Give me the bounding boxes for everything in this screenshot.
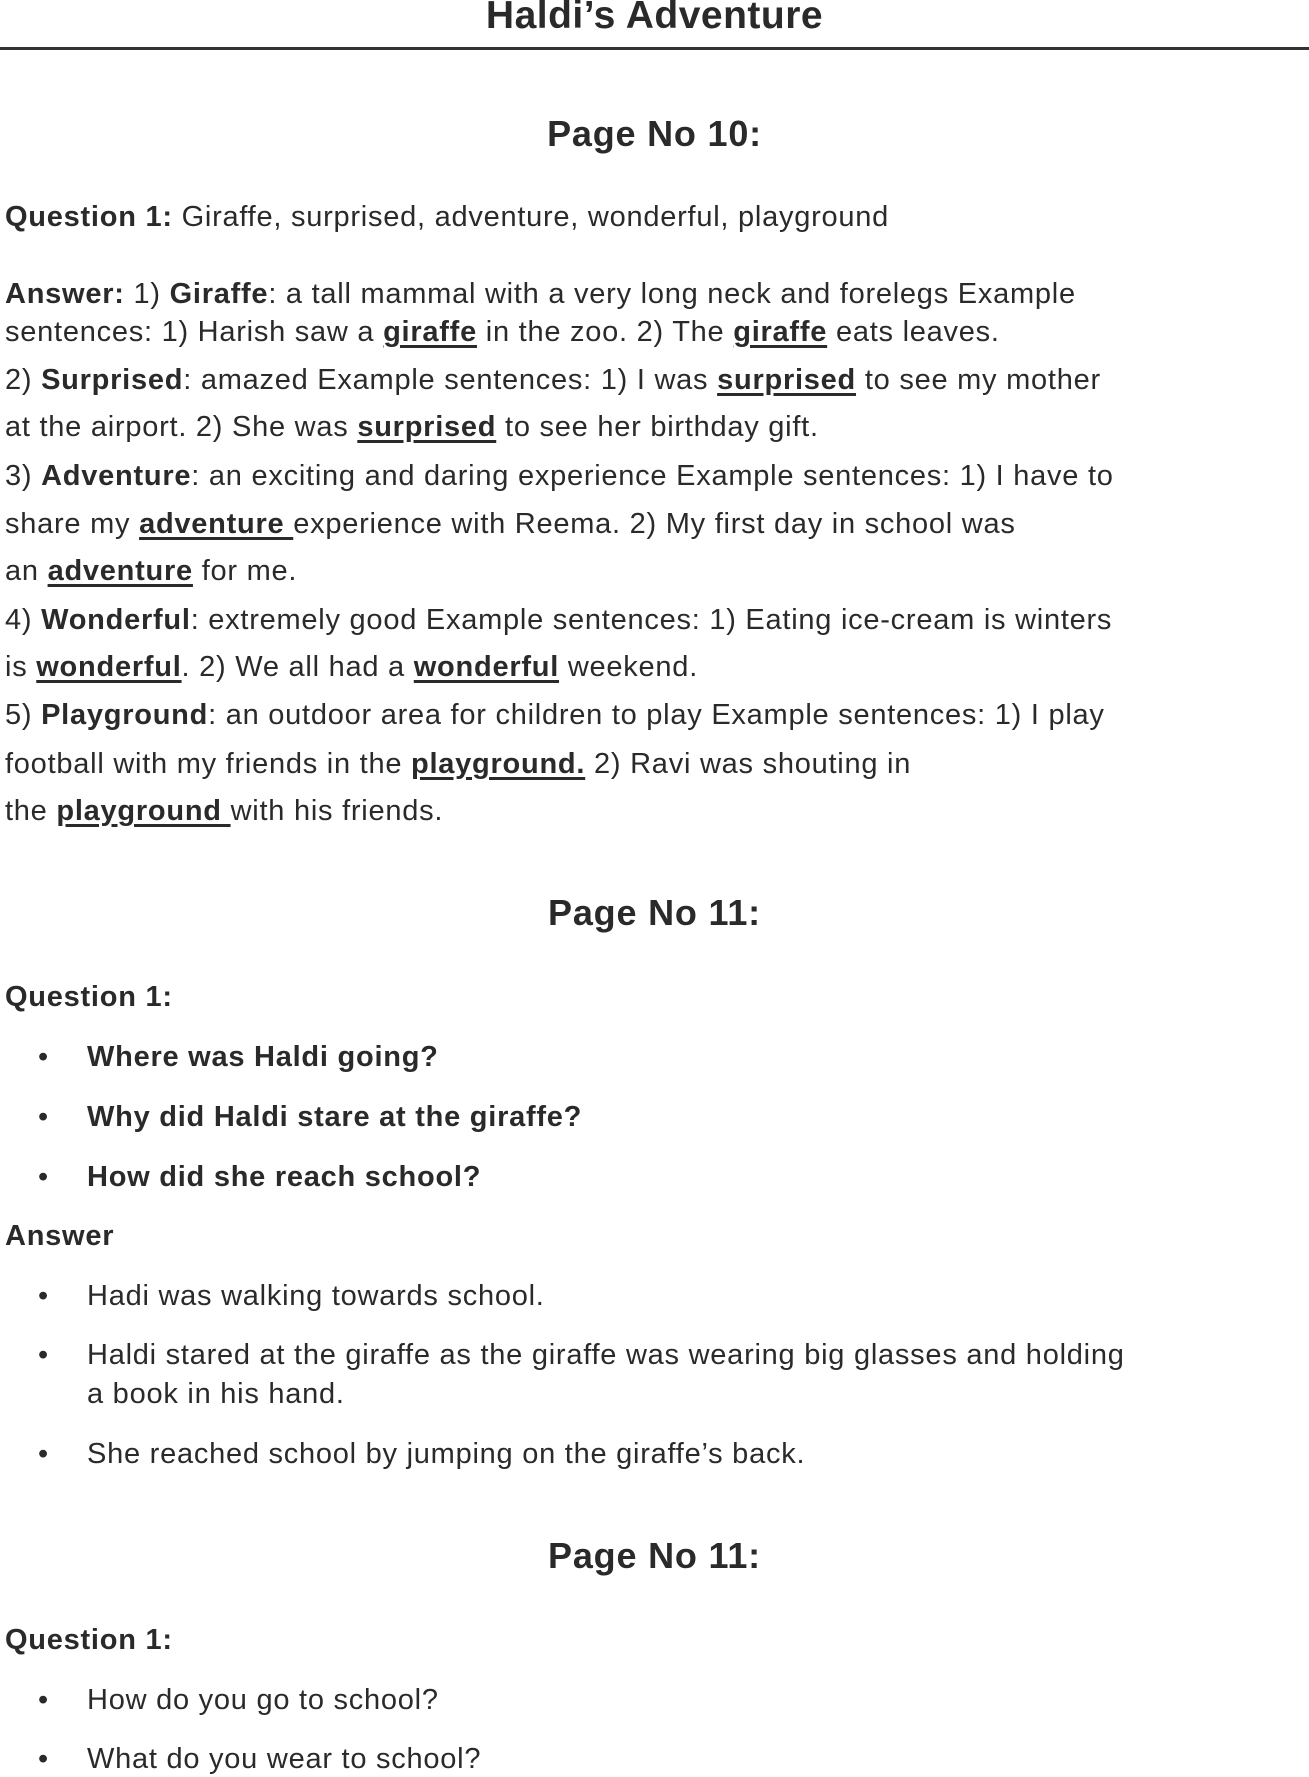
text-segment: weekend. bbox=[559, 651, 698, 683]
text-segment: : an exciting and daring experience Example sentences: 1) I have to bbox=[191, 460, 1114, 492]
vocabulary-word: adventure bbox=[47, 555, 193, 587]
vocabulary-word: playground bbox=[56, 795, 231, 827]
answer-line bbox=[5, 553, 297, 589]
document-title: Haldi’s Adventure bbox=[485, 0, 824, 37]
vocabulary-word: adventure bbox=[139, 508, 294, 540]
text-segment: : amazed Example sentences: 1) I was bbox=[183, 364, 718, 396]
answer-item: Hadi was walking towards school. bbox=[87, 1280, 545, 1312]
text-segment: share my bbox=[5, 508, 140, 540]
text-segment: 5) bbox=[5, 699, 42, 731]
vocabulary-word: wonderful bbox=[413, 651, 560, 683]
text-segment: Giraffe, surprised, adventure, wonderful, playground bbox=[172, 201, 890, 233]
bold-text: Adventure bbox=[41, 460, 192, 492]
answer-line bbox=[5, 276, 1076, 312]
text-segment: 4) bbox=[5, 604, 42, 636]
vocabulary-word: surprised bbox=[717, 364, 857, 396]
bold-text: Wonderful bbox=[41, 604, 191, 636]
text-segment: eats leaves. bbox=[827, 316, 1000, 348]
page-11-heading: Page No 11: bbox=[548, 892, 761, 933]
title-divider bbox=[0, 47, 1309, 50]
page-11-question-label: Question 1: bbox=[5, 981, 173, 1013]
text-segment: sentences: 1) Harish saw a bbox=[5, 316, 384, 348]
vocabulary-word: giraffe bbox=[383, 316, 477, 348]
answer-line bbox=[5, 506, 1016, 542]
text-segment: : a tall mammal with a very long neck and forelegs Example bbox=[268, 278, 1076, 310]
page-10-question bbox=[5, 199, 889, 235]
text-segment: 1) bbox=[124, 278, 170, 310]
text-segment: is bbox=[5, 651, 37, 683]
bullet-icon: • bbox=[38, 1041, 49, 1073]
vocabulary-word: wonderful bbox=[36, 651, 182, 683]
text-segment: with his friends. bbox=[230, 795, 444, 827]
text-segment: an bbox=[5, 555, 48, 587]
answer-line bbox=[5, 697, 1105, 733]
answer-item-continued: a book in his hand. bbox=[87, 1378, 345, 1410]
answer-item: Haldi stared at the giraffe as the giraffe was wearing big glasses and holding bbox=[87, 1339, 1125, 1371]
text-segment: the bbox=[5, 795, 57, 827]
text-segment: : extremely good Example sentences: 1) Eating ice-cream is winters bbox=[190, 604, 1113, 636]
text-segment: . 2) We all had a bbox=[181, 651, 414, 683]
question-label: Question 1: bbox=[5, 1624, 173, 1656]
bold-text: Question 1: bbox=[5, 201, 173, 233]
bullet-icon: • bbox=[38, 1684, 49, 1716]
text-segment: to see her birthday gift. bbox=[496, 411, 819, 443]
bold-text: Surprised bbox=[41, 364, 184, 396]
question-item: How did she reach school? bbox=[87, 1161, 482, 1193]
answer-line bbox=[5, 602, 1112, 638]
page-11-second-heading: Page No 11: bbox=[548, 1535, 761, 1576]
bullet-icon: • bbox=[38, 1743, 49, 1775]
page-10-heading: Page No 10: bbox=[547, 113, 762, 154]
text-segment: experience with Reema. 2) My first day in school was bbox=[293, 508, 1016, 540]
vocabulary-word: playground. bbox=[411, 748, 586, 780]
answer-item: She reached school by jumping on the giraffe’s back. bbox=[87, 1438, 806, 1470]
question-item: How do you go to school? bbox=[87, 1684, 439, 1716]
answer-label: Answer bbox=[5, 1220, 115, 1252]
answer-line bbox=[5, 409, 819, 445]
answer-line bbox=[5, 746, 911, 782]
bullet-icon: • bbox=[38, 1438, 49, 1470]
bullet-icon: • bbox=[38, 1280, 49, 1312]
question-item: Why did Haldi stare at the giraffe? bbox=[87, 1101, 583, 1133]
bold-text: Giraffe bbox=[169, 278, 269, 310]
bullet-icon: • bbox=[38, 1161, 49, 1193]
bullet-icon: • bbox=[38, 1339, 49, 1371]
text-segment: 3) bbox=[5, 460, 42, 492]
question-item: Where was Haldi going? bbox=[87, 1041, 439, 1073]
answer-line bbox=[5, 362, 1101, 398]
text-segment: for me. bbox=[192, 555, 298, 587]
bullet-icon: • bbox=[38, 1101, 49, 1133]
answer-line bbox=[5, 314, 1000, 350]
bold-text: Answer: bbox=[5, 278, 125, 310]
answer-line bbox=[5, 458, 1114, 494]
text-segment: to see my mother bbox=[856, 364, 1101, 396]
text-segment: at the airport. 2) She was bbox=[5, 411, 358, 443]
answer-line bbox=[5, 649, 698, 685]
text-segment: football with my friends in the bbox=[5, 748, 412, 780]
text-segment: : an outdoor area for children to play Example sentences: 1) I play bbox=[208, 699, 1105, 731]
vocabulary-word: giraffe bbox=[733, 316, 828, 348]
vocabulary-word: surprised bbox=[357, 411, 497, 443]
answer-line bbox=[5, 793, 443, 829]
text-segment: 2) bbox=[5, 364, 42, 396]
bold-text: Playground bbox=[41, 699, 209, 731]
question-item: What do you wear to school? bbox=[87, 1743, 482, 1775]
text-segment: in the zoo. 2) The bbox=[476, 316, 734, 348]
text-segment: 2) Ravi was shouting in bbox=[585, 748, 912, 780]
